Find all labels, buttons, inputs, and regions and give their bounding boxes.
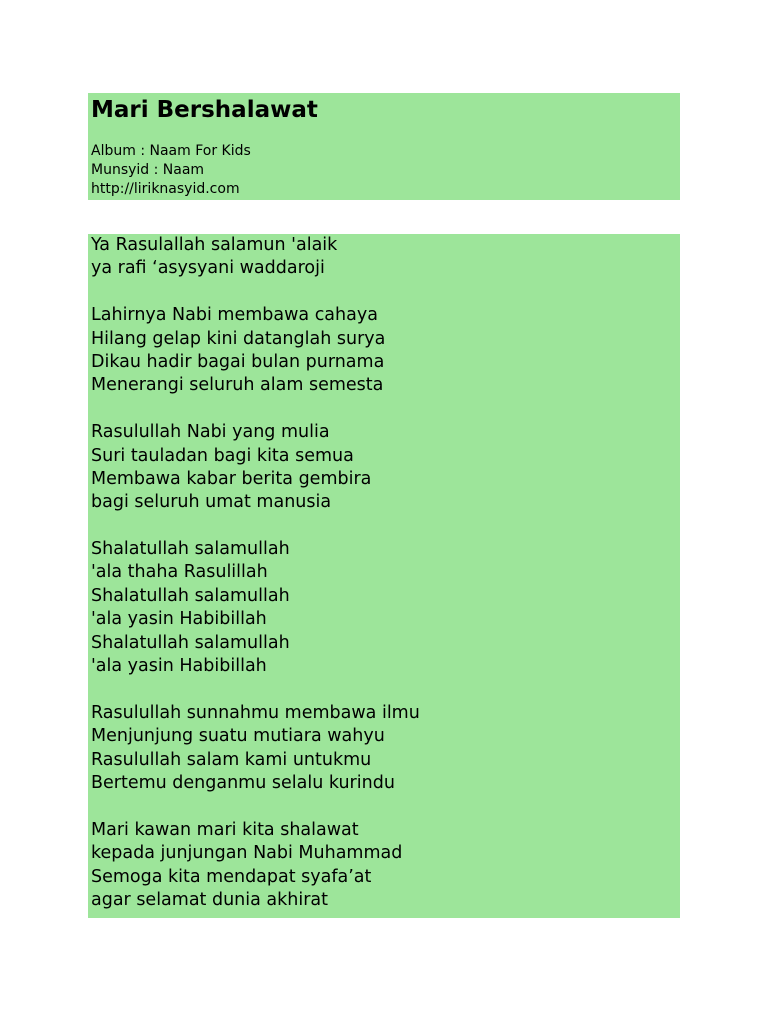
lyrics-text — [91, 234, 420, 912]
lyric-line: Membawa kabar berita gembira — [91, 468, 372, 489]
lyric-line: 'ala yasin Habibillah — [91, 656, 267, 677]
song-title: Mari Bershalawat — [91, 97, 318, 123]
lyrics-cell — [88, 234, 680, 918]
stanza-break — [91, 515, 420, 538]
lyric-line: 'ala thaha Rasulillah — [91, 562, 268, 583]
lyric-line: Rasulullah sunnahmu membawa ilmu — [91, 702, 420, 723]
lyric-line: Menerangi seluruh alam semesta — [91, 375, 384, 396]
lyric-line: Bertemu denganmu selalu kurindu — [91, 772, 395, 793]
header-cell — [88, 93, 680, 200]
song-meta — [91, 142, 251, 199]
lyric-line: Shalatullah salamullah — [91, 585, 290, 606]
lyric-line: Hilang gelap kini datanglah surya — [91, 328, 386, 349]
lyric-line: Semoga kita mendapat syafa’at — [91, 866, 372, 887]
lyric-line: Menjunjung suatu mutiara wahyu — [91, 726, 385, 747]
lyric-line: Ya Rasulallah salamun 'alaik — [91, 235, 338, 255]
lyric-line: Suri tauladan bagi kita semua — [91, 445, 354, 466]
lyric-line: Rasulullah salam kami untukmu — [91, 749, 372, 770]
lyric-line: Lahirnya Nabi membawa cahaya — [91, 305, 378, 326]
lyric-line: Shalatullah salamullah — [91, 632, 290, 653]
stanza-break — [91, 281, 420, 304]
stanza-break — [91, 795, 420, 818]
lyric-line: bagi seluruh umat manusia — [91, 492, 332, 513]
lyric-line: Dikau hadir bagai bulan purnama — [91, 351, 385, 372]
lyric-line: 'ala yasin Habibillah — [91, 609, 267, 630]
lyric-line: Mari kawan mari kita shalawat — [91, 819, 359, 840]
lyric-line: kepada junjungan Nabi Muhammad — [91, 843, 403, 864]
lyric-line: Rasulullah Nabi yang mulia — [91, 422, 330, 443]
stanza-break — [91, 678, 420, 701]
stanza-break — [91, 398, 420, 421]
album-line: Album : Naam For Kids — [91, 143, 251, 159]
lyric-line: Shalatullah salamullah — [91, 539, 290, 560]
source-url: http://liriknasyid.com — [91, 181, 240, 197]
lyric-line: ya rafi ‘asysyani waddaroji — [91, 258, 325, 279]
lyric-line: agar selamat dunia akhirat — [91, 889, 329, 910]
munsyid-line: Munsyid : Naam — [91, 162, 205, 178]
